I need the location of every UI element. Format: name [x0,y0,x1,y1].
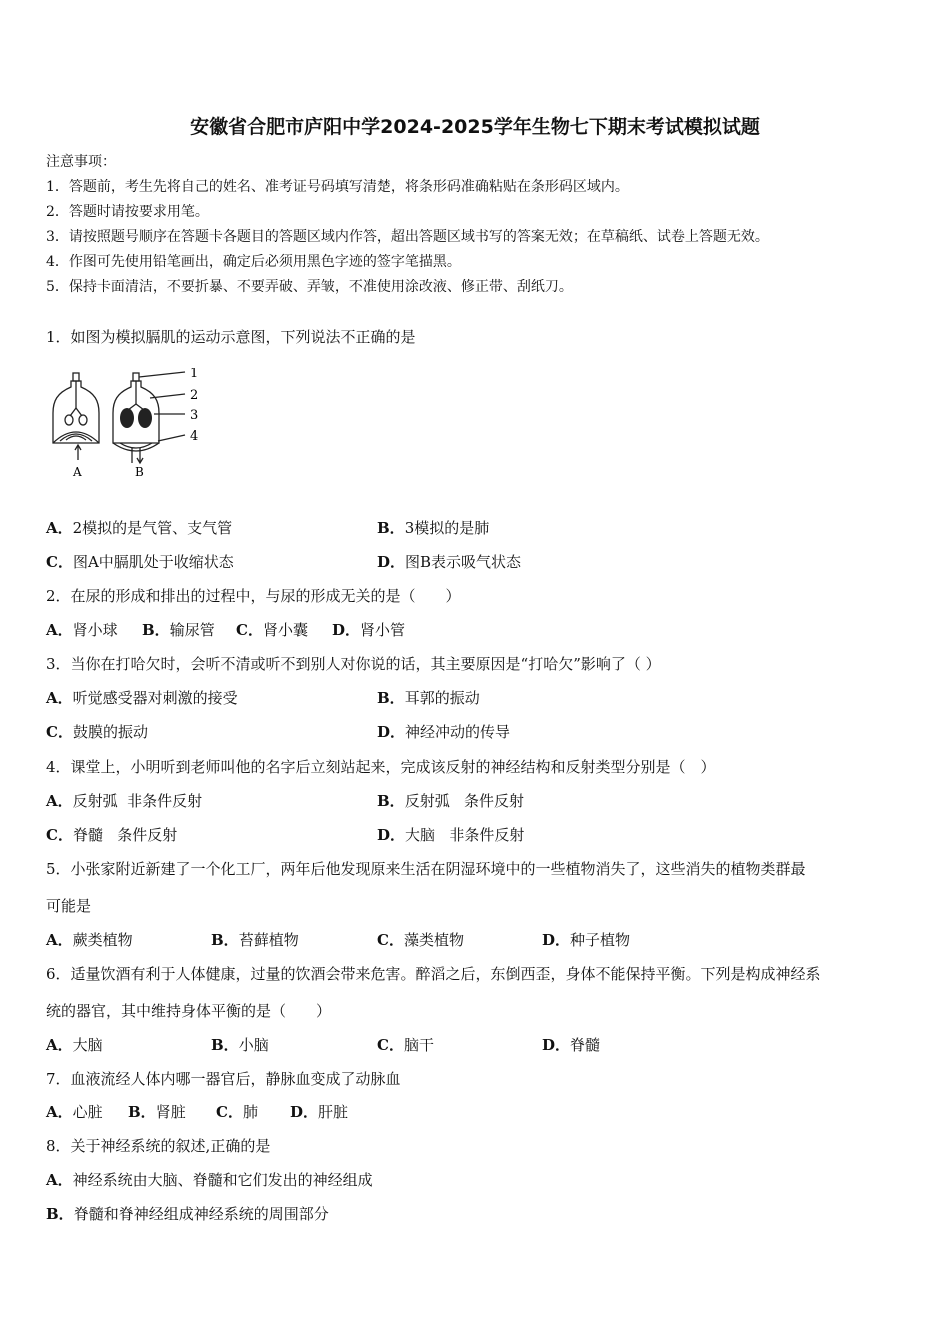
question-6-stem-cont: 统的器官，其中维持身体平衡的是（ ） [46,1002,332,1020]
question-2-stem: 2．在尿的形成和排出的过程中，与尿的形成无关的是（ ） [46,587,461,605]
q1-option-b: B．3模拟的是肺 [377,519,490,537]
figure-label-4: 4 [190,429,199,444]
q2-option-a: A．肾小球 [46,621,118,639]
note-item: 4．作图可先使用铅笔画出，确定后必须用黑色字迹的签字笔描黑。 [46,254,461,270]
figure-label-2: 2 [190,388,199,403]
figure-label-1: 1 [190,368,199,381]
q5-option-b: B．苔藓植物 [211,931,299,949]
q1-option-a: A．2模拟的是气管、支气管 [46,519,233,537]
q6-option-a: A．大脑 [46,1036,103,1054]
q2-option-c: C．肾小囊 [236,621,308,639]
q3-option-a: A．听觉感受器对刺激的接受 [46,689,238,707]
q7-option-d: D．肝脏 [290,1103,349,1121]
question-8-stem: 8．关于神经系统的叙述,正确的是 [46,1137,271,1155]
q4-option-b: B．反射弧 条件反射 [377,792,524,810]
question-6-stem: 6．适量饮酒有利于人体健康，过量的饮酒会带来危害。醉滔之后，东倒西歪，身体不能保持平衡。下列是构成神经系 [46,965,821,983]
q1-option-c: C．图A中膈肌处于收缩状态 [46,553,234,571]
q6-option-c: C．脑干 [377,1036,434,1054]
q5-option-a: A．蕨类植物 [46,931,133,949]
page-title: 安徽省合肥市庐阳中学2024-2025学年生物七下期末考试模拟试题 [190,116,760,138]
q3-option-c: C．鼓膜的振动 [46,723,148,741]
q3-option-b: B．耳郭的振动 [377,689,480,707]
question-5-stem: 5．小张家附近新建了一个化工厂，两年后他发现原来生活在阴湿环境中的一些植物消失了，这些消失的植物类群最 [46,860,806,878]
q2-option-b: B．输尿管 [142,621,215,639]
figure-caption-a: A [73,465,82,479]
q5-option-c: C．藻类植物 [377,931,464,949]
q2-option-d: D．肾小管 [332,621,406,639]
q6-option-b: B．小脑 [211,1036,269,1054]
q4-option-c: C．脊髓 条件反射 [46,826,178,844]
note-item: 3．请按照题号顺序在答题卡各题目的答题区域内作答，超出答题区域书写的答案无效；在草稿纸、试卷上答题无效。 [46,229,769,245]
figure-caption-b: B [135,465,144,479]
q8-option-a: A．神经系统由大脑、脊髓和它们发出的神经组成 [46,1171,373,1189]
question-3-stem: 3．当你在打哈欠时，会听不清或听不到别人对你说的话，其主要原因是“打哈欠”影响了（ ） [46,655,661,673]
question-4-stem: 4．课堂上，小明听到老师叫他的名字后立刻站起来，完成该反射的神经结构和反射类型分别是（ ） [46,758,716,776]
q3-option-d: D．神经冲动的传导 [377,723,511,741]
q6-option-d: D．脊髓 [542,1036,601,1054]
q7-option-c: C．肺 [216,1103,258,1121]
q1-option-d: D．图B表示吸气状态 [377,553,522,571]
note-item: 2．答题时请按要求用笔。 [46,204,209,220]
note-item: 5．保持卡面清洁，不要折暴、不要弄破、弄皱，不准使用涂改液、修正带、刮纸刀。 [46,279,573,295]
q7-option-a: A．心脏 [46,1103,103,1121]
note-item: 1．答题前，考生先将自己的姓名、准考证号码填写清楚，将条形码准确粘贴在条形码区域内。 [46,179,629,195]
diaphragm-model-figure [50,368,210,483]
figure-label-3: 3 [190,408,199,423]
question-5-stem-cont: 可能是 [46,897,92,915]
question-1-stem: 1．如图为模拟膈肌的运动示意图，下列说法不正确的是 [46,328,416,346]
q5-option-d: D．种子植物 [542,931,631,949]
q8-option-b: B．脊髓和脊神经组成神经系统的周围部分 [46,1205,329,1223]
q4-option-a: A．反射弧 非条件反射 [46,792,203,810]
q4-option-d: D．大脑 非条件反射 [377,826,525,844]
question-7-stem: 7．血液流经人体内哪一器官后，静脉血变成了动脉血 [46,1070,401,1088]
notes-heading: 注意事项： [46,154,116,170]
q7-option-b: B．肾脏 [128,1103,186,1121]
